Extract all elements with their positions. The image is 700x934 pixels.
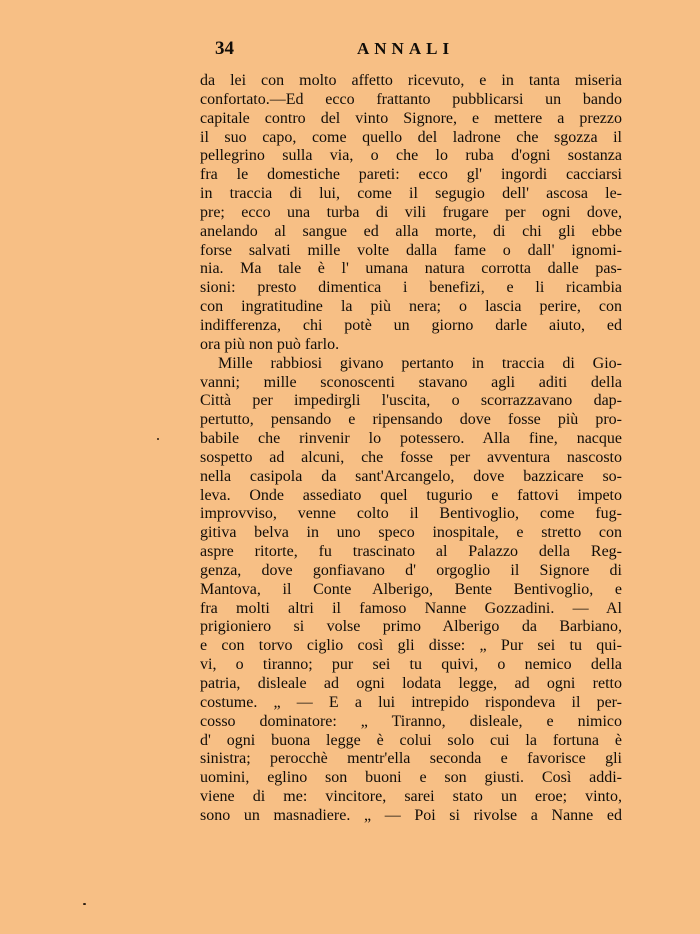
text-line: viene di me: vincitore, sarei stato un eroe; vinto,	[200, 788, 622, 806]
text-line: improvviso, venne colto il Bentivoglio, come fug-	[200, 505, 622, 523]
running-title: ANNALI	[357, 39, 455, 58]
text-line: in traccia di lui, come il segugio dell' ascosa le-	[200, 185, 622, 203]
text-line: leva. Onde assediato quel tugurio e fattovi impeto	[200, 486, 622, 504]
text-line: sospetto ad alcuni, che fosse per avventura nascosto	[200, 448, 622, 466]
text-line: patria, disleale ad ogni lodata legge, ad ogni retto	[200, 675, 622, 692]
page-header	[0, 38, 700, 62]
text-line: confortato.—Ed ecco frattanto pubblicarsi un bando	[200, 90, 622, 108]
text-line: babile che rinvenir lo potessero. Alla fine, nacque	[200, 430, 622, 448]
text-line: pertutto, pensando e ripensando dove fosse più pro-	[200, 411, 622, 429]
text-line: cosso dominatore: „ Tiranno, disleale, e nimico	[200, 712, 622, 730]
text-line: forse salvati mille volte dalla fame o dall' ignomi-	[200, 241, 622, 259]
text-line: Città per impedirgli l'uscita, o scorrazzavano dap-	[200, 392, 622, 410]
text-line: d' ogni buona legge è colui solo cui la fortuna è	[200, 731, 622, 749]
ink-speck	[157, 438, 159, 440]
paragraph-end-line: ora più non può farlo.	[200, 335, 340, 353]
text-line: prigioniero si volse primo Alberigo da Barbiano,	[200, 618, 622, 636]
text-line: e con torvo ciglio così gli disse: „ Pur sei tu qui-	[200, 637, 622, 655]
body-text	[200, 72, 622, 826]
text-line: indifferenza, chi potè un giorno darle aiuto, ed	[200, 316, 622, 334]
text-line: con ingratitudine la più nera; o lascia perire, con	[200, 298, 622, 316]
text-line: uomini, eglino son buoni e son giusti. Così addi-	[200, 769, 622, 787]
text-line: gitiva belva in uno speco inospitale, e stretto con	[200, 524, 622, 542]
text-line: nella casipola da sant'Arcangelo, dove bazzicare so-	[200, 467, 622, 485]
paragraph-first-line: Mille rabbiosi givano pertanto in traccia di Gio-	[218, 354, 622, 372]
text-line: nia. Ma tale è l' umana natura corrotta dalle pas-	[200, 260, 622, 278]
text-line: vanni; mille sconoscenti stavano agli aditi della	[200, 373, 622, 391]
text-line: aspre ritorte, fu trascinato al Palazzo della Reg-	[200, 543, 622, 561]
text-line: sono un masnadiere. „ — Poi si rivolse a Nanne ed	[200, 806, 622, 824]
text-line: pre; ecco una turba di vili frugare per ogni dove,	[200, 203, 622, 221]
text-line: il suo capo, come quello del ladrone che sgozza il	[200, 128, 622, 146]
text-line: anelando al sangue ed alla morte, di chi gli ebbe	[200, 222, 622, 240]
text-line: fra molti altri il famoso Nanne Gozzadini. — Al	[200, 599, 622, 617]
text-line: da lei con molto affetto ricevuto, e in tanta miseria	[200, 72, 622, 89]
text-line: costume. „ — E a lui intrepido rispondeva il per-	[200, 693, 622, 711]
text-line: vi, o tiranno; pur sei tu quivi, o nemico della	[200, 656, 622, 674]
text-line: sioni: presto dimentica i benefizi, e li ricambia	[200, 279, 622, 297]
text-line: genza, dove gonfiavano d' orgoglio il Signore di	[200, 561, 622, 579]
text-line: pellegrino sulla via, o che lo ruba d'ogni sostanza	[200, 147, 622, 165]
text-line: fra le domestiche pareti: ecco gl' ingordi cacciarsi	[200, 166, 622, 184]
page-number: 34	[215, 38, 234, 59]
text-line: capitale contro del vinto Signore, e mettere a prezzo	[200, 109, 622, 127]
text-line: Mantova, il Conte Alberigo, Bente Bentivoglio, e	[200, 580, 622, 598]
text-line: sinistra; perocchè mentr'ella seconda e favorisce gli	[200, 750, 622, 768]
ink-speck	[83, 903, 86, 905]
